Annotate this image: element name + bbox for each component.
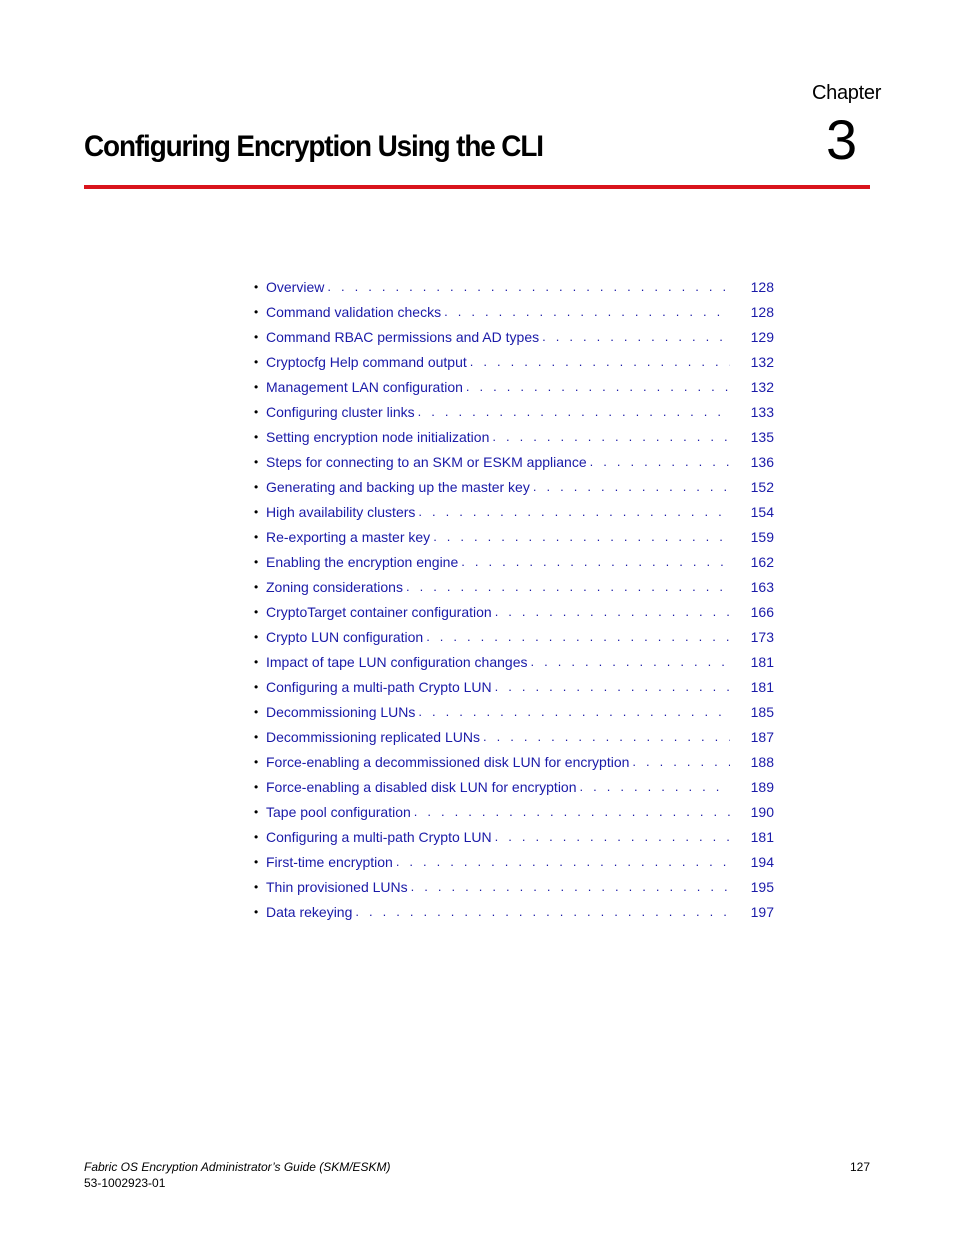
toc-item: [254, 549, 774, 574]
toc-entry-text: Tape pool configuration: [266, 802, 414, 822]
toc-entry-text: Management LAN configuration: [266, 377, 466, 397]
toc-item: [254, 799, 774, 824]
footer-doc-title: Fabric OS Encryption Administrator’s Guide (SKM/ESKM): [84, 1160, 391, 1174]
toc-link[interactable]: [266, 327, 730, 347]
toc-entry-text: Data rekeying: [266, 902, 355, 922]
toc-link[interactable]: [266, 752, 730, 772]
toc-item: [254, 699, 774, 724]
toc-item: [254, 324, 774, 349]
dot-leader: [470, 352, 730, 372]
toc-link[interactable]: [266, 577, 730, 597]
toc-item: [254, 674, 774, 699]
dot-leader: [433, 527, 730, 547]
toc-entry-text: Force-enabling a decommissioned disk LUN for encryption: [266, 752, 632, 772]
toc-link[interactable]: [266, 502, 730, 522]
bullet-icon: •: [254, 554, 259, 569]
bullet-icon: •: [254, 704, 259, 719]
toc-item: [254, 899, 774, 924]
bullet-icon: •: [254, 904, 259, 919]
bullet-icon: •: [254, 529, 259, 544]
toc-link[interactable]: [266, 527, 730, 547]
toc-page-number[interactable]: 129: [750, 328, 774, 345]
bullet-icon: •: [254, 679, 259, 694]
toc-item: [254, 849, 774, 874]
toc-page-number[interactable]: 189: [750, 778, 774, 795]
toc-page-number[interactable]: 195: [750, 878, 774, 895]
toc-page-number[interactable]: 132: [750, 353, 774, 370]
toc-page-number[interactable]: 163: [750, 578, 774, 595]
toc-page-number[interactable]: 159: [750, 528, 774, 545]
dot-leader: [426, 627, 730, 647]
toc-entry-text: Configuring cluster links: [266, 402, 418, 422]
dot-leader: [542, 327, 730, 347]
toc-link[interactable]: [266, 452, 730, 472]
toc-item: [254, 274, 774, 299]
toc-link[interactable]: [266, 602, 730, 622]
toc-link[interactable]: [266, 627, 730, 647]
bullet-icon: •: [254, 629, 259, 644]
footer-doc-info: [84, 1159, 391, 1191]
bullet-icon: •: [254, 829, 259, 844]
toc-link[interactable]: [266, 677, 730, 697]
toc-page-number[interactable]: 136: [750, 453, 774, 470]
toc-entry-text: High availability clusters: [266, 502, 418, 522]
toc-item: [254, 649, 774, 674]
toc-page-number[interactable]: 152: [750, 478, 774, 495]
toc-item: [254, 824, 774, 849]
toc-item: [254, 399, 774, 424]
dot-leader: [327, 277, 730, 297]
bullet-icon: •: [254, 479, 259, 494]
chapter-label: Chapter: [812, 82, 882, 104]
toc-page-number[interactable]: 188: [750, 753, 774, 770]
toc-page-number[interactable]: 190: [750, 803, 774, 820]
dot-leader: [418, 702, 730, 722]
toc-page-number[interactable]: 162: [750, 553, 774, 570]
toc-page-number[interactable]: 185: [750, 703, 774, 720]
bullet-icon: •: [254, 279, 259, 294]
bullet-icon: •: [254, 804, 259, 819]
bullet-icon: •: [254, 304, 259, 319]
toc-item: [254, 774, 774, 799]
toc-entry-text: Configuring a multi-path Crypto LUN: [266, 827, 495, 847]
bullet-icon: •: [254, 429, 259, 444]
toc-entry-text: Thin provisioned LUNs: [266, 877, 411, 897]
chapter-number: 3: [826, 108, 858, 171]
dot-leader: [483, 727, 730, 747]
dot-leader: [495, 602, 730, 622]
bullet-icon: •: [254, 754, 259, 769]
bullet-icon: •: [254, 604, 259, 619]
toc-entry-text: Cryptocfg Help command output: [266, 352, 470, 372]
toc-entry-text: Steps for connecting to an SKM or ESKM appliance: [266, 452, 590, 472]
toc-item: [254, 749, 774, 774]
toc-page-number[interactable]: 128: [750, 278, 774, 295]
toc-page-number[interactable]: 166: [750, 603, 774, 620]
dot-leader: [533, 477, 730, 497]
toc-page-number[interactable]: 194: [750, 853, 774, 870]
toc-entry-text: Command validation checks: [266, 302, 444, 322]
toc-entry-text: Enabling the encryption engine: [266, 552, 461, 572]
toc-item: [254, 474, 774, 499]
toc-item: [254, 499, 774, 524]
toc-link[interactable]: [266, 302, 730, 322]
dot-leader: [406, 577, 730, 597]
footer-doc-number: 53-1002923-01: [84, 1176, 166, 1190]
toc-entry-text: Decommissioning replicated LUNs: [266, 727, 483, 747]
dot-leader: [444, 302, 730, 322]
toc-link[interactable]: [266, 827, 730, 847]
toc-page-number[interactable]: 154: [750, 503, 774, 520]
toc-entry-text: Configuring a multi-path Crypto LUN: [266, 677, 495, 697]
toc-entry-text: Setting encryption node initialization: [266, 427, 492, 447]
dot-leader: [531, 652, 731, 672]
toc-link[interactable]: [266, 877, 730, 897]
dot-leader: [411, 877, 730, 897]
toc-link[interactable]: [266, 552, 730, 572]
toc-link[interactable]: [266, 427, 730, 447]
toc-entry-text: Zoning considerations: [266, 577, 406, 597]
toc-item: [254, 299, 774, 324]
toc-link[interactable]: [266, 352, 730, 372]
toc-entry-text: Generating and backing up the master key: [266, 477, 533, 497]
toc-item: [254, 599, 774, 624]
toc-entry-text: Force-enabling a disabled disk LUN for encryption: [266, 777, 580, 797]
toc-item: [254, 449, 774, 474]
toc-item: [254, 724, 774, 749]
table-of-contents: [254, 274, 774, 924]
toc-entry-text: Decommissioning LUNs: [266, 702, 418, 722]
bullet-icon: •: [254, 879, 259, 894]
toc-entry-text: Re-exporting a master key: [266, 527, 433, 547]
toc-page-number[interactable]: 181: [750, 678, 774, 695]
toc-item: [254, 349, 774, 374]
toc-link[interactable]: [266, 277, 730, 297]
toc-page-number[interactable]: 181: [750, 653, 774, 670]
toc-entry-text: Command RBAC permissions and AD types: [266, 327, 542, 347]
dot-leader: [355, 902, 730, 922]
toc-item: [254, 574, 774, 599]
bullet-icon: •: [254, 329, 259, 344]
dot-leader: [495, 827, 730, 847]
toc-entry-text: First-time encryption: [266, 852, 396, 872]
toc-link[interactable]: [266, 402, 730, 422]
toc-page-number[interactable]: 128: [750, 303, 774, 320]
bullet-icon: •: [254, 454, 259, 469]
toc-item: [254, 624, 774, 649]
toc-entry-text: Crypto LUN configuration: [266, 627, 426, 647]
toc-entry-text: CryptoTarget container configuration: [266, 602, 495, 622]
toc-link[interactable]: [266, 702, 730, 722]
bullet-icon: •: [254, 354, 259, 369]
dot-leader: [414, 802, 730, 822]
dot-leader: [580, 777, 731, 797]
dot-leader: [492, 427, 730, 447]
toc-link[interactable]: [266, 652, 730, 672]
dot-leader: [632, 752, 730, 772]
toc-link[interactable]: [266, 902, 730, 922]
dot-leader: [466, 377, 730, 397]
toc-entry-text: Overview: [266, 277, 327, 297]
toc-entry-text: Impact of tape LUN configuration changes: [266, 652, 531, 672]
toc-page-number[interactable]: 133: [750, 403, 774, 420]
toc-item: [254, 874, 774, 899]
toc-page-number[interactable]: 173: [750, 628, 774, 645]
toc-page-number[interactable]: 181: [750, 828, 774, 845]
toc-item: [254, 524, 774, 549]
bullet-icon: •: [254, 779, 259, 794]
bullet-icon: •: [254, 854, 259, 869]
bullet-icon: •: [254, 654, 259, 669]
bullet-icon: •: [254, 379, 259, 394]
toc-page-number[interactable]: 132: [750, 378, 774, 395]
toc-link[interactable]: [266, 727, 730, 747]
toc-link[interactable]: [266, 802, 730, 822]
dot-leader: [396, 852, 730, 872]
toc-item: [254, 424, 774, 449]
bullet-icon: •: [254, 404, 259, 419]
toc-link[interactable]: [266, 852, 730, 872]
dot-leader: [590, 452, 730, 472]
toc-page-number[interactable]: 187: [750, 728, 774, 745]
dot-leader: [418, 502, 730, 522]
toc-link[interactable]: [266, 477, 730, 497]
bullet-icon: •: [254, 579, 259, 594]
toc-link[interactable]: [266, 777, 730, 797]
dot-leader: [461, 552, 730, 572]
toc-page-number[interactable]: 135: [750, 428, 774, 445]
toc-link[interactable]: [266, 377, 730, 397]
toc-page-number[interactable]: 197: [750, 903, 774, 920]
dot-leader: [418, 402, 730, 422]
chapter-rule: [84, 185, 870, 189]
footer-page-number: 127: [849, 1160, 870, 1174]
toc-item: [254, 374, 774, 399]
bullet-icon: •: [254, 729, 259, 744]
chapter-title: Configuring Encryption Using the CLI: [84, 130, 543, 163]
bullet-icon: •: [254, 504, 259, 519]
dot-leader: [495, 677, 730, 697]
